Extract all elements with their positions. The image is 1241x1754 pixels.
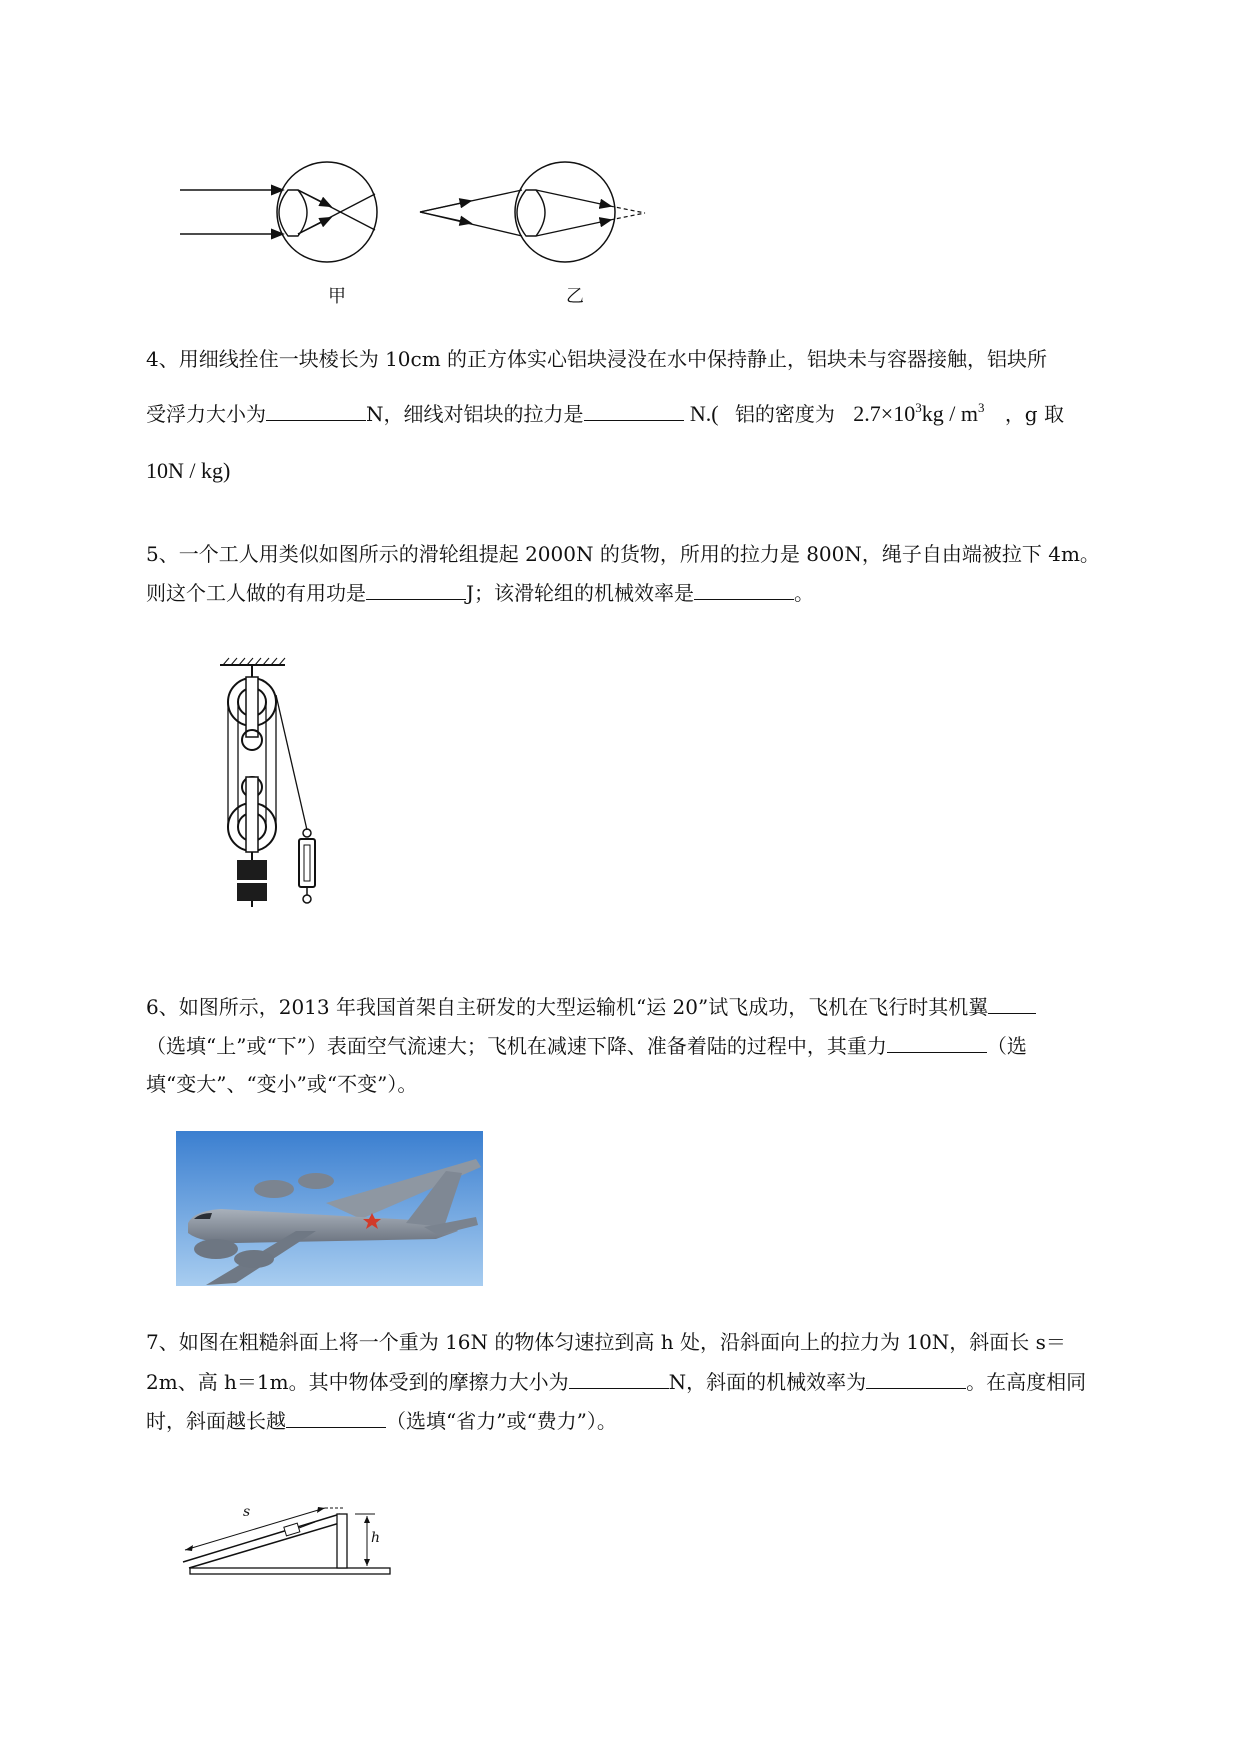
eye-right (420, 162, 645, 262)
q5-text-c: 。 (794, 581, 815, 605)
q7-blank-force[interactable] (286, 1409, 386, 1428)
density-unit: kg / m (921, 401, 978, 426)
q7-blank-efficiency[interactable] (866, 1370, 966, 1389)
incline-label-s: s (243, 1504, 251, 1520)
q6-blank-gravity[interactable] (887, 1034, 987, 1053)
eye-label-right: 乙 (566, 286, 584, 307)
q5-blank-useful-work[interactable] (366, 581, 466, 600)
q5-text-b: J；该滑轮组的机械效率是 (466, 581, 695, 605)
q4-text-d: 铝的密度为 (734, 402, 835, 426)
q6-text-c: （选 (986, 1034, 1027, 1058)
eye-label-left: 甲 (328, 286, 346, 307)
q7-line-2 (146, 1366, 1086, 1395)
q5-line-1: 5、一个工人用类似如图所示的滑轮组提起 2000N 的货物，所用的拉力是 800N，绳子自由端被拉下 4m。 (146, 542, 1100, 566)
q7-text-e: （选填“省力”或“费力”）。 (386, 1409, 617, 1433)
q7-line-3 (146, 1405, 617, 1434)
q4-blank-buoyancy[interactable] (266, 402, 366, 421)
incline-figure (175, 1470, 395, 1585)
q6-line-2 (146, 1030, 1027, 1059)
aircraft-svg (176, 1131, 483, 1286)
q7-text-d: 时，斜面越长越 (146, 1409, 286, 1433)
aircraft-photo (176, 1131, 483, 1286)
q4-text-e: ，g 取 (1004, 402, 1064, 426)
eye-diagram-svg (170, 150, 670, 310)
q6-line-3: 填“变大”、“变小”或“不变”）。 (146, 1072, 418, 1096)
q4-blank-tension[interactable] (584, 402, 684, 421)
q5-blank-efficiency[interactable] (694, 581, 794, 600)
q7-text-c: 。在高度相同 (966, 1370, 1087, 1394)
pulley-svg (215, 655, 325, 915)
density-base: 2.7×10 (853, 401, 916, 426)
q4-line-2 (146, 398, 1064, 427)
q5-line-2 (146, 577, 814, 606)
pulley-figure (215, 655, 325, 915)
incline-label-h: h (371, 1530, 381, 1546)
density-exp: 3 (915, 400, 922, 415)
q6-blank-wing-surface[interactable] (988, 995, 1036, 1014)
density-unit-exp: 3 (977, 400, 985, 415)
q7-blank-friction[interactable] (569, 1370, 669, 1389)
q4-text-c: N.( (689, 401, 719, 426)
q4-line-3: 10N / kg) (146, 458, 231, 483)
q6-line-1 (146, 991, 1036, 1020)
q7-text-b: N，斜面的机械效率为 (668, 1370, 867, 1394)
incline-svg (175, 1470, 395, 1585)
eye-diagram-figure (170, 150, 670, 310)
q7-text-a: 2m、高 h＝1m。其中物体受到的摩擦力大小为 (146, 1370, 569, 1394)
q4-text-a: 受浮力大小为 (146, 402, 266, 426)
q4-text-b: N，细线对铝块的拉力是 (366, 402, 584, 426)
q6-text-a: 6、如图所示，2013 年我国首架自主研发的大型运输机“运 20”试飞成功，飞机在飞行时其机翼 (146, 995, 989, 1019)
q6-text-b: （选填“上”或“下”）表面空气流速大；飞机在减速下降、准备着陆的过程中，其重力 (146, 1034, 887, 1058)
q7-line-1: 7、如图在粗糙斜面上将一个重为 16N 的物体匀速拉到高 h 处，沿斜面向上的拉力为 10N，斜面长 s＝ (146, 1330, 1066, 1354)
q4-density-formula (853, 401, 984, 426)
eye-left (180, 162, 377, 262)
q5-text-a: 则这个工人做的有用功是 (146, 581, 366, 605)
q4-line-1: 4、用细线拴住一块棱长为 10cm 的正方体实心铝块浸没在水中保持静止，铝块未与容器接触，铝块所 (146, 347, 1048, 371)
